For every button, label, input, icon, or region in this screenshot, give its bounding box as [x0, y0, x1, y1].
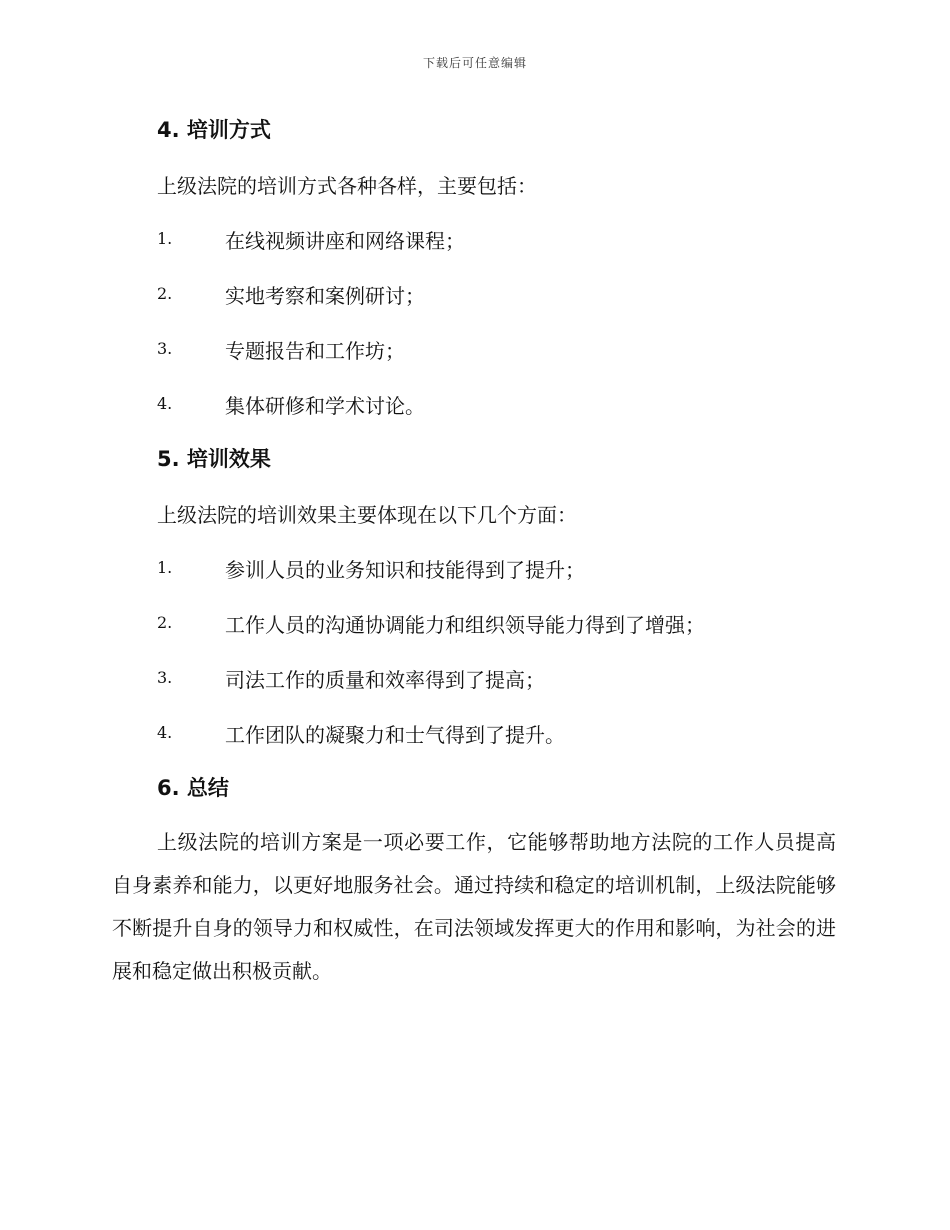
summary-paragraph: 上级法院的培训方案是一项必要工作，它能够帮助地方法院的工作人员提高自身素养和能力，以更好地服务社会。通过持续和稳定的培训机制，上级法院能够不断提升自身的领导力和权威性，在司法领域发挥更大的作用和影响，为社会的进展和稳定做出积极贡献。	[112, 830, 836, 983]
list-item-number: 1.	[157, 558, 173, 577]
list-item-number: 3.	[157, 668, 173, 687]
list-item-text: 专题报告和工作坊；	[225, 339, 405, 363]
list-item-number: 4.	[157, 723, 173, 742]
list-item-text: 司法工作的质量和效率得到了提高；	[225, 668, 545, 692]
list-item	[157, 609, 857, 637]
list-item	[157, 554, 857, 582]
list-item-text: 在线视频讲座和网络课程；	[225, 229, 465, 253]
list-item	[157, 719, 857, 747]
list-item-number: 4.	[157, 394, 173, 413]
list-item	[157, 390, 857, 418]
list-item-number: 3.	[157, 339, 173, 358]
list-item	[157, 664, 857, 692]
list-item-text: 工作团队的凝聚力和士气得到了提升。	[225, 723, 565, 747]
list-item-number: 2.	[157, 284, 173, 303]
list-item-text: 参训人员的业务知识和技能得到了提升；	[225, 558, 585, 582]
list-item-text: 集体研修和学术讨论。	[225, 394, 425, 418]
list-item-number: 1.	[157, 229, 173, 248]
section-6-heading: 6. 总结	[157, 776, 229, 800]
section-4-heading: 4. 培训方式	[157, 118, 271, 142]
list-item	[157, 335, 857, 363]
list-item	[157, 225, 857, 253]
list-item	[157, 280, 857, 308]
header-note: 下载后可任意编辑	[422, 56, 527, 70]
list-item-text: 工作人员的沟通协调能力和组织领导能力得到了增强；	[225, 613, 705, 637]
list-item-text: 实地考察和案例研讨；	[225, 284, 425, 308]
list-item-number: 2.	[157, 613, 173, 632]
section-5-intro: 上级法院的培训效果主要体现在以下几个方面：	[157, 503, 577, 527]
section-5-heading: 5. 培训效果	[157, 447, 271, 471]
section-4-intro: 上级法院的培训方式各种各样，主要包括：	[157, 174, 537, 198]
